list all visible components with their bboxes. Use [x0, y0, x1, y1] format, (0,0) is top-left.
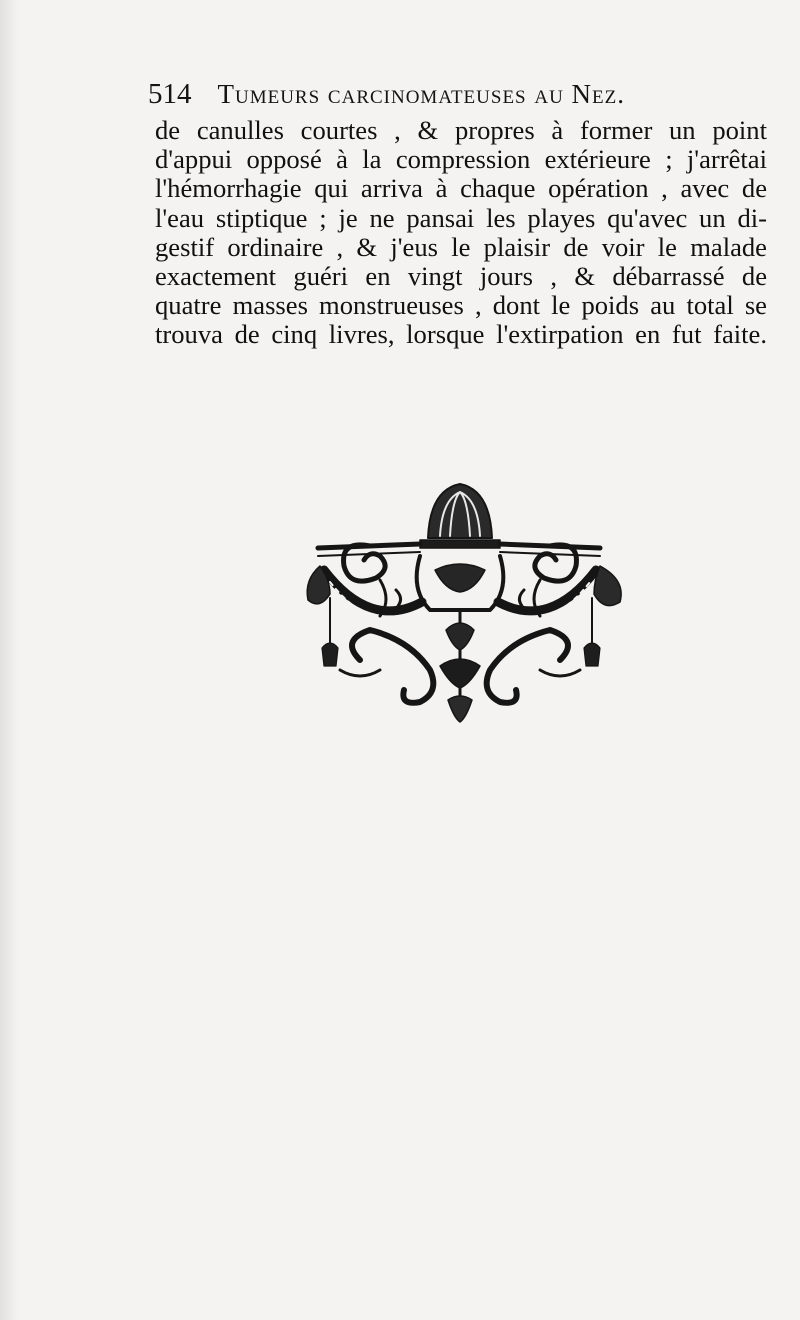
text-line: exactement guéri en vingt jours , & débarrassé de — [155, 260, 767, 291]
text-line: de canulles courtes , & propres à former un point — [155, 115, 767, 145]
text-line: trouva de cinq livres, lorsque l'extirpation en fut faite. — [155, 319, 767, 350]
text-line: d'appui opposé à la compression extérieure ; j'arrêtai — [155, 144, 767, 175]
page-gutter-shadow — [0, 0, 18, 1320]
text-line: l'hémorrhagie qui arriva à chaque opération , avec de — [155, 173, 767, 204]
running-head — [148, 78, 693, 111]
body-text — [155, 116, 767, 350]
cul-de-lampe-ornament-icon — [300, 470, 630, 730]
text-line: gestif ordinaire , & j'eus le plaisir de voir le malade — [155, 231, 767, 262]
text-line: l'eau stiptique ; je ne pansai les playes qu'avec un di- — [155, 202, 767, 233]
page-number: 514 — [148, 78, 192, 110]
running-title: Tumeurs carcinomateuses au Nez. — [217, 79, 626, 109]
text-line: quatre masses monstrueuses , dont le poids au total se — [155, 290, 767, 321]
